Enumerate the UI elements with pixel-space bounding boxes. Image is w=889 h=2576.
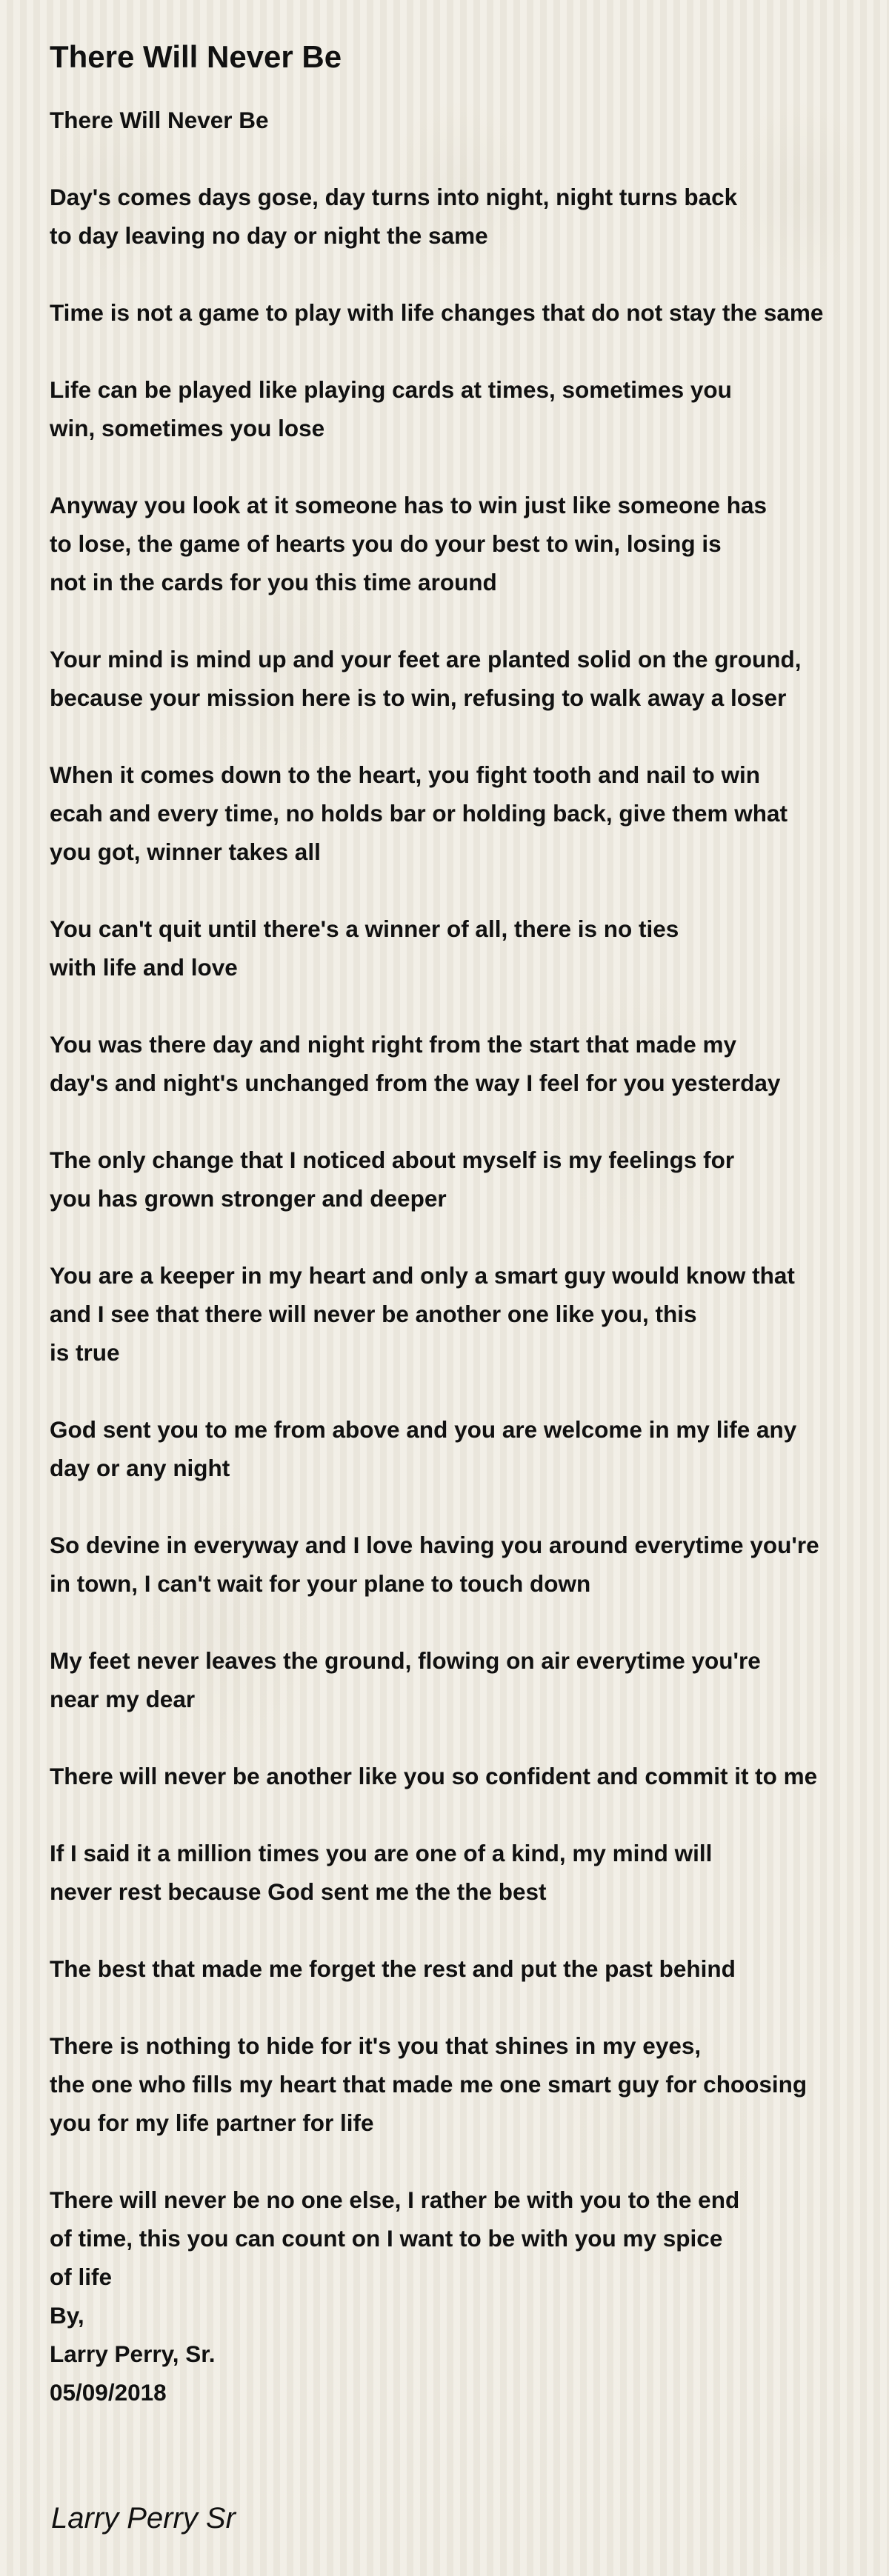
poem-line: to lose, the game of hearts you do your best to win, losing is bbox=[50, 530, 722, 557]
poem-line: There will never be another like you so confident and commit it to me bbox=[50, 1763, 818, 1789]
poem-line: is true bbox=[50, 1339, 120, 1366]
signature-name: Larry Perry, Sr. bbox=[50, 2340, 216, 2367]
signature-date: 05/09/2018 bbox=[50, 2379, 167, 2406]
poem-line: win, sometimes you lose bbox=[50, 415, 325, 441]
poem-line: day's and night's unchanged from the way I feel for you yesterday bbox=[50, 1070, 781, 1096]
poem-line: near my dear bbox=[50, 1686, 196, 1712]
poem-stanza bbox=[50, 2026, 865, 2142]
poem-line: There Will Never Be bbox=[50, 107, 269, 133]
poem-line: not in the cards for you this time around bbox=[50, 569, 497, 595]
poem-line: and I see that there will never be another one like you, this bbox=[50, 1301, 697, 1327]
poem-stanza bbox=[50, 1757, 865, 1795]
poem-line: You was there day and night right from the start that made my bbox=[50, 1031, 737, 1058]
poem-line: the one who fills my heart that made me one smart guy for choosing bbox=[50, 2071, 808, 2098]
poem-line: of time, this you can count on I want to be with you my spice bbox=[50, 2225, 723, 2252]
poem-stanza bbox=[50, 755, 865, 871]
poem-line: day or any night bbox=[50, 1455, 230, 1481]
final-stanza bbox=[50, 2180, 865, 2412]
poem-line: When it comes down to the heart, you fight tooth and nail to win bbox=[50, 761, 760, 788]
poem-line: you got, winner takes all bbox=[50, 838, 321, 865]
poem-line: Day's comes days gose, day turns into night, night turns back bbox=[50, 184, 738, 210]
signature-by: By, bbox=[50, 2302, 84, 2329]
poem-line: The best that made me forget the rest and put the past behind bbox=[50, 1955, 736, 1982]
poem-line: Your mind is mind up and your feet are planted solid on the ground, bbox=[50, 646, 802, 673]
author-name: Larry Perry Sr bbox=[51, 2502, 236, 2535]
poem-stanza bbox=[50, 370, 865, 447]
poem-line: ecah and every time, no holds bar or holding back, give them what bbox=[50, 800, 788, 827]
poem-line: Anyway you look at it someone has to win just like someone has bbox=[50, 492, 767, 518]
poem-line: My feet never leaves the ground, flowing on air everytime you're bbox=[50, 1647, 761, 1674]
poem-line: You can't quit until there's a winner of all, there is no ties bbox=[50, 915, 679, 942]
poem-stanza bbox=[50, 1410, 865, 1487]
poem-line: The only change that I noticed about myself is my feelings for bbox=[50, 1147, 735, 1173]
poem-stanza bbox=[50, 1526, 865, 1603]
poem-line: Time is not a game to play with life changes that do not stay the same bbox=[50, 299, 824, 326]
poem-stanza bbox=[50, 1025, 865, 1102]
poem-stanza bbox=[50, 486, 865, 601]
poem-line: So devine in everyway and I love having you around everytime you're bbox=[50, 1532, 819, 1558]
poem-stanza bbox=[50, 640, 865, 717]
poem-line: You are a keeper in my heart and only a smart guy would know that bbox=[50, 1262, 795, 1289]
poem-line: you has grown stronger and deeper bbox=[50, 1185, 447, 1212]
poem-stanza bbox=[50, 101, 865, 139]
poem-line: with life and love bbox=[50, 954, 238, 981]
poem-stanza bbox=[50, 178, 865, 255]
poem-line: in town, I can't wait for your plane to touch down bbox=[50, 1570, 591, 1597]
page-title: There Will Never Be bbox=[50, 39, 342, 74]
poem-line: to day leaving no day or night the same bbox=[50, 222, 488, 249]
poem-stanza bbox=[50, 1256, 865, 1372]
poem-line: because your mission here is to win, refusing to walk away a loser bbox=[50, 684, 787, 711]
poem-stanza bbox=[50, 1141, 865, 1218]
poem-line: There will never be no one else, I rather be with you to the end bbox=[50, 2186, 740, 2213]
poem-stanza bbox=[50, 1834, 865, 1911]
poem-stanza bbox=[50, 1949, 865, 1988]
poem-line: you for my life partner for life bbox=[50, 2109, 374, 2136]
poem-line: God sent you to me from above and you are welcome in my life any bbox=[50, 1416, 797, 1443]
poem-line: If I said it a million times you are one of a kind, my mind will bbox=[50, 1840, 713, 1866]
poem-stanza bbox=[50, 910, 865, 987]
poem-line: Life can be played like playing cards at times, sometimes you bbox=[50, 376, 732, 403]
poem-line: of life bbox=[50, 2263, 112, 2290]
poem-stanza bbox=[50, 293, 865, 332]
poem-container bbox=[50, 34, 865, 2412]
poem-line: There is nothing to hide for it's you that shines in my eyes, bbox=[50, 2032, 702, 2059]
poem-body bbox=[50, 101, 865, 2412]
poem-line: never rest because God sent me the the best bbox=[50, 1878, 547, 1905]
poem-stanza bbox=[50, 1641, 865, 1718]
